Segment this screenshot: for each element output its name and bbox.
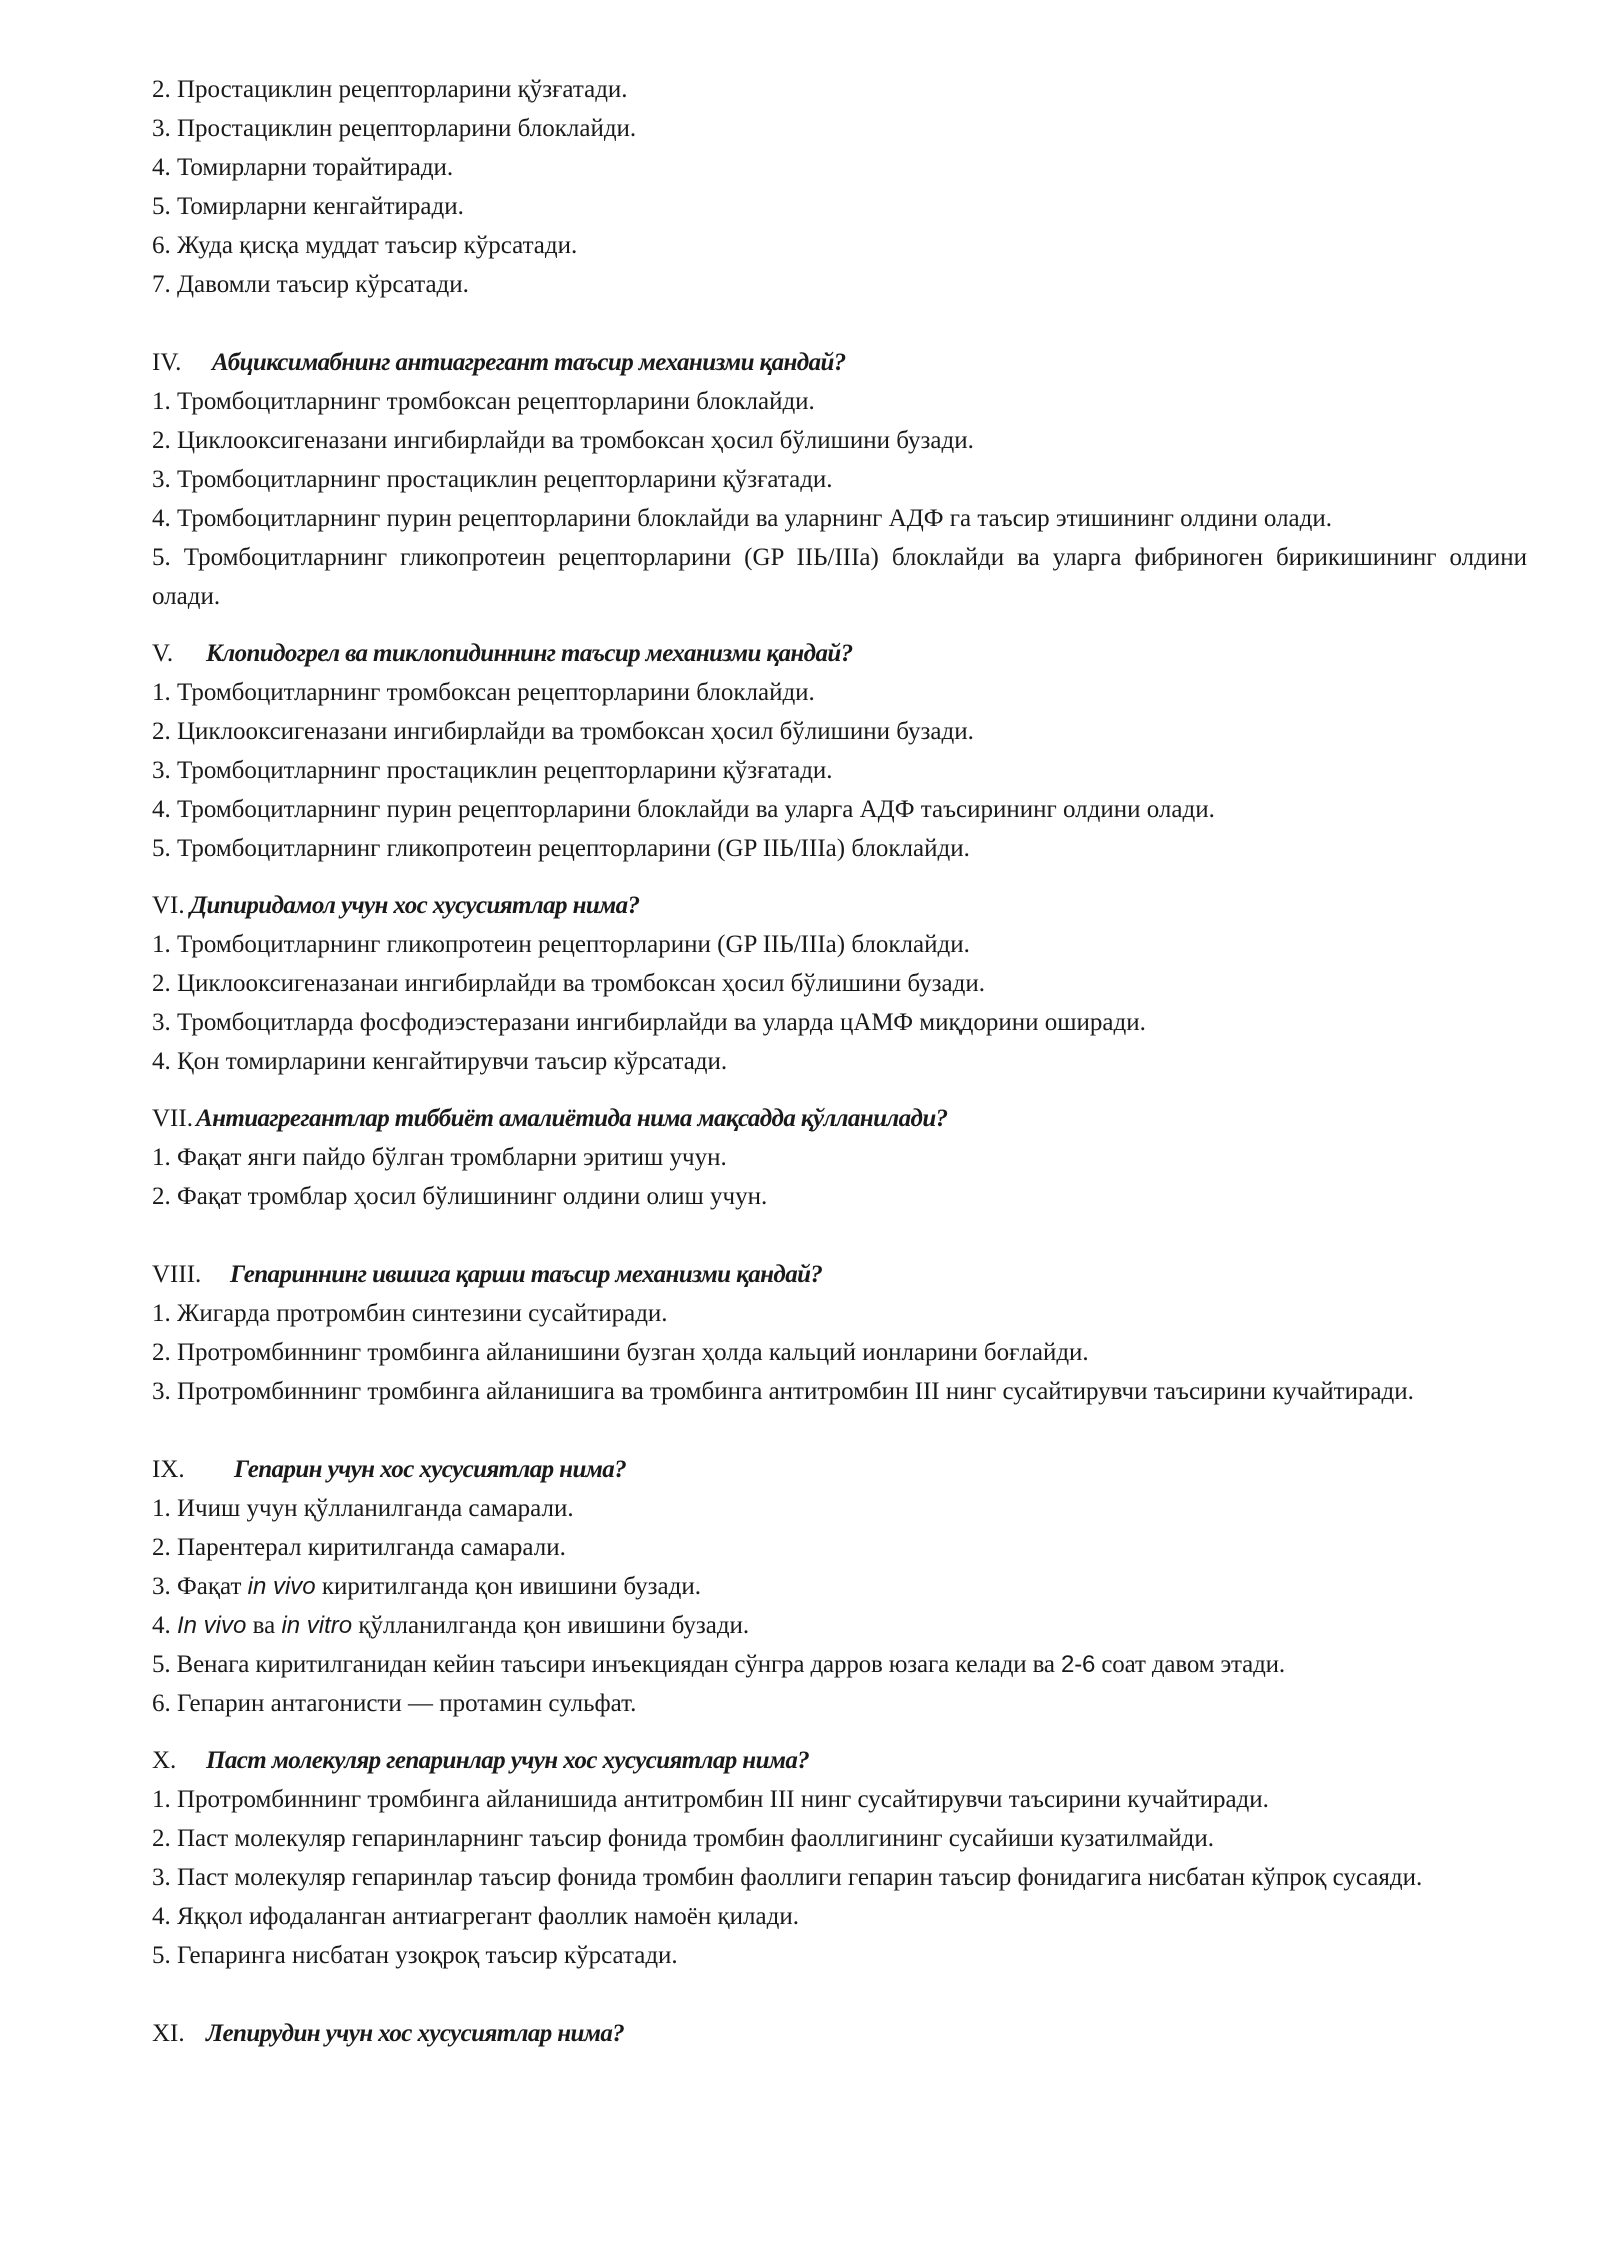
answer-option [152, 1645, 1527, 1684]
question-heading [152, 343, 1527, 382]
answer-option: 4. Тромбоцитларнинг пурин рецепторларини блоклайди ва уларнинг АДФ га таъсир этишининг олдини олади. [152, 505, 1333, 532]
question-7 [152, 1099, 1527, 1216]
question-10 [152, 1741, 1527, 1975]
roman-numeral: VI. [152, 892, 185, 919]
answer-option: 2. Паст молекуляр гепаринларнинг таъсир фонида тромбин фаоллигининг сусайиши кузатилмайди. [152, 1825, 1215, 1852]
answer-option: 3. Простациклин рецепторларини блоклайди. [152, 115, 637, 142]
question-9 [152, 1450, 1527, 1723]
roman-numeral: IX. [152, 1456, 185, 1483]
question-text: Абциксимабнинг антиагрегант таъсир механизми қандай? [212, 349, 846, 376]
answer-option [152, 1567, 1527, 1606]
option-connector: ва [252, 1612, 276, 1639]
answer-option: 1. Фақат янги пайдо бўлган тромбларни эритиш учун. [152, 1144, 727, 1171]
option-suffix: қўлланилганда қон ивишини бузади. [358, 1612, 750, 1639]
answer-option: 1. Протромбиннинг тромбинга айланишида антитромбин III нинг сусайтирувчи таъсирини кучайтиради. [152, 1786, 1269, 1813]
question-heading [152, 1450, 1527, 1489]
answer-option: 2. Парентерал киритилганда самарали. [152, 1534, 566, 1561]
option-text: 5. Венага киритилганидан кейин таъсири инъекциядан сўнгра дарров юзага келади ва [152, 1651, 1055, 1678]
answer-option: 2. Циклооксигеназанаи ингибирлайди ва тромбоксан ҳосил бўлишини бузади. [152, 970, 985, 997]
answer-option: 6. Гепарин антагонисти — протамин сульфат. [152, 1690, 637, 1717]
answer-option: 6. Жуда қисқа муддат таъсир кўрсатади. [152, 232, 578, 259]
answer-option: 1. Тромбоцитларнинг гликопротеин рецепторларини (GP IIЬ/IIIа) блоклайди. [152, 931, 970, 958]
latin-term: in vitro [281, 1612, 353, 1639]
latin-term: in vivo [247, 1573, 316, 1600]
answer-option: 1. Тромбоцитларнинг тромбоксан рецепторларини блоклайди. [152, 388, 815, 415]
continuation-list [152, 70, 1527, 304]
option-suffix: киритилганда қон ивишини бузади. [321, 1573, 701, 1600]
answer-option: 4. Қон томирларини кенгайтирувчи таъсир кўрсатади. [152, 1048, 728, 1075]
roman-numeral: VII. [152, 1105, 193, 1132]
question-text: Дипиридамол учун хос хусусиятлар нима? [190, 892, 640, 919]
question-text: Гепариннинг ившига қарши таъсир механизми қандай? [230, 1261, 823, 1288]
option-suffix: соат давом этади. [1101, 1651, 1285, 1678]
question-heading [152, 1741, 1527, 1780]
question-heading [152, 1255, 1527, 1294]
answer-option: 4. Тромбоцитларнинг пурин рецепторларини блоклайди ва уларга АДФ таъсирининг олдини олади. [152, 796, 1215, 823]
answer-option [152, 1606, 1527, 1645]
answer-option: 5. Томирларни кенгайтиради. [152, 193, 464, 220]
question-text: Лепирудин учун хос хусусиятлар нима? [206, 2020, 625, 2047]
answer-option: 3. Тромбоцитларнинг простациклин рецепторларини қўзғатади. [152, 466, 833, 493]
question-text: Паст молекуляр гепаринлар учун хос хусусиятлар нима? [206, 1747, 810, 1774]
answer-option: 1. Жигарда протромбин синтезини сусайтиради. [152, 1300, 668, 1327]
question-text: Антиагрегантлар тиббиёт амалиётида нима мақсадда қўлланилади? [196, 1105, 948, 1132]
question-6 [152, 886, 1527, 1081]
document-page [152, 70, 1527, 2053]
answer-option: 5. Тромбоцитларнинг гликопротеин рецепторларини (GP IIЬ/IIIа) блоклайди ва уларга фибриноген бирикишининг олдини олади. [152, 544, 1527, 610]
answer-option: 2. Циклооксигеназани ингибирлайди ва тромбоксан ҳосил бўлишини бузади. [152, 718, 974, 745]
roman-numeral: XI. [152, 2020, 185, 2047]
question-5 [152, 634, 1527, 868]
answer-option: 4. Яққол ифодаланган антиагрегант фаоллик намоён қилади. [152, 1903, 799, 1930]
option-prefix: 4. [152, 1612, 171, 1639]
hour-range: 2-6 [1061, 1651, 1096, 1678]
question-heading [152, 886, 1527, 925]
roman-numeral: IV. [152, 349, 182, 376]
answer-option: 7. Давомли таъсир кўрсатади. [152, 271, 469, 298]
answer-option: 4. Томирларни торайтиради. [152, 154, 454, 181]
latin-term: In vivo [177, 1612, 247, 1639]
answer-option: 3. Протромбиннинг тромбинга айланишига ва тромбинга антитромбин III нинг сусайтирувчи таъсирини кучайтиради. [152, 1378, 1414, 1405]
answer-option: 1. Ичиш учун қўлланилганда самарали. [152, 1495, 574, 1522]
question-8 [152, 1255, 1527, 1411]
option-prefix: 3. Фақат [152, 1573, 242, 1600]
question-4 [152, 343, 1527, 616]
question-11 [152, 2014, 1527, 2053]
answer-option: 2. Протромбиннинг тромбинга айланишини бузган ҳолда кальций ионларини боғлайди. [152, 1339, 1089, 1366]
answer-option: 3. Паст молекуляр гепаринлар таъсир фонида тромбин фаоллиги гепарин таъсир фонидагига нисбатан кўпроқ сусаяди. [152, 1864, 1423, 1891]
answer-option: 5. Гепаринга нисбатан узоқроқ таъсир кўрсатади. [152, 1942, 678, 1969]
answer-option: 5. Тромбоцитларнинг гликопротеин рецепторларини (GP IIЬ/IIIа) блоклайди. [152, 835, 970, 862]
question-heading [152, 634, 1527, 673]
answer-option: 2. Простациклин рецепторларини қўзғатади. [152, 76, 628, 103]
question-heading [152, 2014, 1527, 2053]
answer-option: 3. Тромбоцитларда фосфодиэстеразани ингибирлайди ва уларда цАМФ миқдорини оширади. [152, 1009, 1146, 1036]
answer-option: 2. Циклооксигеназани ингибирлайди ва тромбоксан ҳосил бўлишини бузади. [152, 427, 974, 454]
roman-numeral: V. [152, 640, 174, 667]
question-heading [152, 1099, 1527, 1138]
answer-option: 2. Фақат тромблар ҳосил бўлишининг олдини олиш учун. [152, 1183, 768, 1210]
answer-option: 3. Тромбоцитларнинг простациклин рецепторларини қўзғатади. [152, 757, 833, 784]
question-text: Клопидогрел ва тиклопидиннинг таъсир механизми қандай? [206, 640, 853, 667]
question-text: Гепарин учун хос хусусиятлар нима? [234, 1456, 627, 1483]
answer-option: 1. Тромбоцитларнинг тромбоксан рецепторларини блоклайди. [152, 679, 815, 706]
roman-numeral: X. [152, 1747, 177, 1774]
roman-numeral: VIII. [152, 1261, 202, 1288]
